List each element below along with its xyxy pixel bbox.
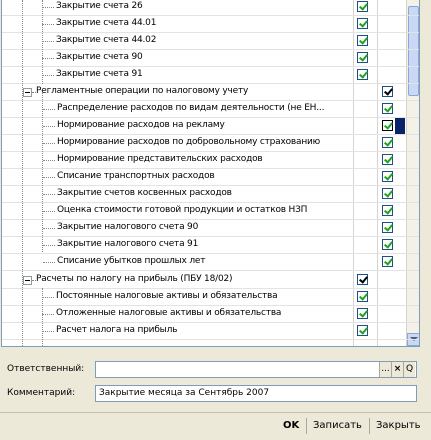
row-checkbox[interactable] bbox=[382, 154, 393, 165]
row-checkbox[interactable] bbox=[382, 120, 393, 131]
tree-row[interactable] bbox=[2, 254, 419, 271]
responsible-field[interactable] bbox=[95, 361, 417, 378]
comment-label: Комментарий: bbox=[7, 388, 76, 398]
tree-row[interactable] bbox=[2, 186, 419, 203]
tree-row-label: Постоянные налоговые активы и обязательства bbox=[56, 291, 278, 301]
row-checkbox[interactable] bbox=[357, 69, 368, 80]
tree-row-label: Оценка стоимости готовой продукции и остатков НЗП bbox=[57, 205, 308, 215]
tree-connector bbox=[42, 58, 54, 59]
responsible-label: Ответственный: bbox=[7, 364, 85, 374]
row-checkbox[interactable] bbox=[357, 52, 368, 63]
select-button[interactable]: ... bbox=[379, 362, 391, 377]
tree-connector bbox=[43, 228, 55, 229]
tree-connector bbox=[42, 331, 54, 332]
tree-row[interactable] bbox=[2, 33, 419, 50]
row-checkbox[interactable] bbox=[357, 18, 368, 29]
tree-row-label: Закрытие налогового счета 90 bbox=[57, 222, 199, 232]
ok-button[interactable]: OK bbox=[283, 420, 300, 431]
row-checkbox[interactable] bbox=[357, 308, 368, 319]
tree-row-label: Нормирование представительских расходов bbox=[57, 154, 263, 164]
collapse-icon[interactable] bbox=[23, 276, 32, 285]
tree-row[interactable] bbox=[2, 101, 419, 118]
tree-connector bbox=[43, 160, 55, 161]
button-separator bbox=[306, 418, 307, 434]
tree-row-label: Нормирование расходов на рекламу bbox=[57, 120, 225, 130]
operations-tree[interactable] bbox=[1, 0, 420, 347]
selected-cell bbox=[395, 118, 405, 135]
tree-row[interactable] bbox=[2, 16, 419, 33]
row-gridline bbox=[2, 270, 419, 271]
tree-connector bbox=[43, 245, 55, 246]
row-checkbox[interactable] bbox=[357, 325, 368, 336]
tree-connector bbox=[43, 109, 55, 110]
tree-group-row[interactable] bbox=[2, 272, 419, 289]
tree-row-label: Нормирование расходов по добровольному страхованию bbox=[57, 137, 321, 147]
row-checkbox[interactable] bbox=[382, 239, 393, 250]
tree-guide bbox=[22, 0, 23, 347]
tree-connector bbox=[42, 24, 54, 25]
collapse-icon[interactable] bbox=[23, 88, 32, 97]
tree-row[interactable] bbox=[2, 220, 419, 237]
tree-group-row[interactable] bbox=[2, 84, 419, 101]
tree-connector bbox=[42, 314, 54, 315]
row-checkbox[interactable] bbox=[382, 256, 393, 267]
tree-row-label: Списание транспортных расходов bbox=[57, 171, 215, 181]
tree-row-label: Списание убытков прошлых лет bbox=[57, 256, 206, 266]
tree-row[interactable] bbox=[2, 289, 419, 306]
tree-connector bbox=[42, 297, 54, 298]
tree-row-label: Закрытие счета 26 bbox=[56, 1, 143, 11]
row-checkbox[interactable] bbox=[382, 205, 393, 216]
tree-row[interactable] bbox=[2, 237, 419, 254]
row-checkbox[interactable] bbox=[382, 86, 393, 97]
tree-connector bbox=[43, 126, 55, 127]
tree-row-label: Распределение расходов по видам деятельности (не ЕН... bbox=[57, 103, 325, 113]
tree-connector bbox=[43, 262, 55, 263]
tree-row-label: Отложенные налоговые активы и обязательства bbox=[56, 308, 282, 318]
tree-row-label: Закрытие налогового счета 91 bbox=[57, 239, 199, 249]
tree-connector bbox=[43, 194, 55, 195]
tree-row[interactable] bbox=[2, 169, 419, 186]
tree-row-label: Закрытие счета 90 bbox=[56, 52, 143, 62]
save-button[interactable]: Записать bbox=[313, 420, 362, 431]
tree-row-label: Закрытие счета 44.01 bbox=[56, 18, 157, 28]
tree-guide bbox=[42, 0, 43, 84]
row-checkbox[interactable] bbox=[382, 171, 393, 182]
tree-row[interactable] bbox=[2, 67, 419, 84]
tree-connector bbox=[43, 211, 55, 212]
tree-row-label: Расчет налога на прибыль bbox=[56, 325, 178, 335]
tree-connector bbox=[43, 177, 55, 178]
tree-row[interactable] bbox=[2, 50, 419, 67]
tree-row[interactable] bbox=[2, 203, 419, 220]
tree-row-label: Регламентные операции по налоговому учету bbox=[36, 86, 249, 96]
tree-row-label: Закрытие счета 44.02 bbox=[56, 35, 157, 45]
command-bar bbox=[0, 412, 431, 440]
row-checkbox[interactable] bbox=[382, 222, 393, 233]
tree-row-label: Расчеты по налогу на прибыль (ПБУ 18/02) bbox=[36, 274, 233, 284]
row-checkbox[interactable] bbox=[357, 35, 368, 46]
comment-value: Закрытие месяца за Сентябрь 2007 bbox=[99, 388, 270, 398]
tree-row[interactable] bbox=[2, 0, 419, 16]
row-checkbox[interactable] bbox=[357, 291, 368, 302]
tree-row-label: Закрытие счета 91 bbox=[56, 69, 143, 79]
tree-connector bbox=[43, 143, 55, 144]
row-checkbox[interactable] bbox=[357, 274, 368, 285]
row-gridline bbox=[2, 339, 419, 340]
tree-connector bbox=[42, 7, 54, 8]
comment-field[interactable] bbox=[95, 385, 417, 402]
tree-guide bbox=[42, 92, 43, 252]
tree-row[interactable] bbox=[2, 323, 419, 340]
row-checkbox[interactable] bbox=[382, 188, 393, 199]
tree-row[interactable] bbox=[2, 135, 419, 152]
close-button[interactable]: Закрыть bbox=[376, 420, 421, 431]
tree-connector bbox=[42, 41, 54, 42]
tree-row[interactable] bbox=[2, 152, 419, 169]
tree-row[interactable] bbox=[2, 118, 419, 135]
row-checkbox[interactable] bbox=[382, 137, 393, 148]
row-checkbox[interactable] bbox=[382, 103, 393, 114]
tree-guide bbox=[42, 288, 43, 346]
tree-connector bbox=[42, 75, 54, 76]
button-separator bbox=[369, 418, 370, 434]
tree-row[interactable] bbox=[2, 306, 419, 323]
row-checkbox[interactable] bbox=[357, 1, 368, 12]
clear-icon[interactable]: × bbox=[391, 362, 403, 377]
tree-row-label: Закрытие счетов косвенных расходов bbox=[57, 188, 232, 198]
open-icon[interactable]: Q bbox=[403, 362, 415, 377]
